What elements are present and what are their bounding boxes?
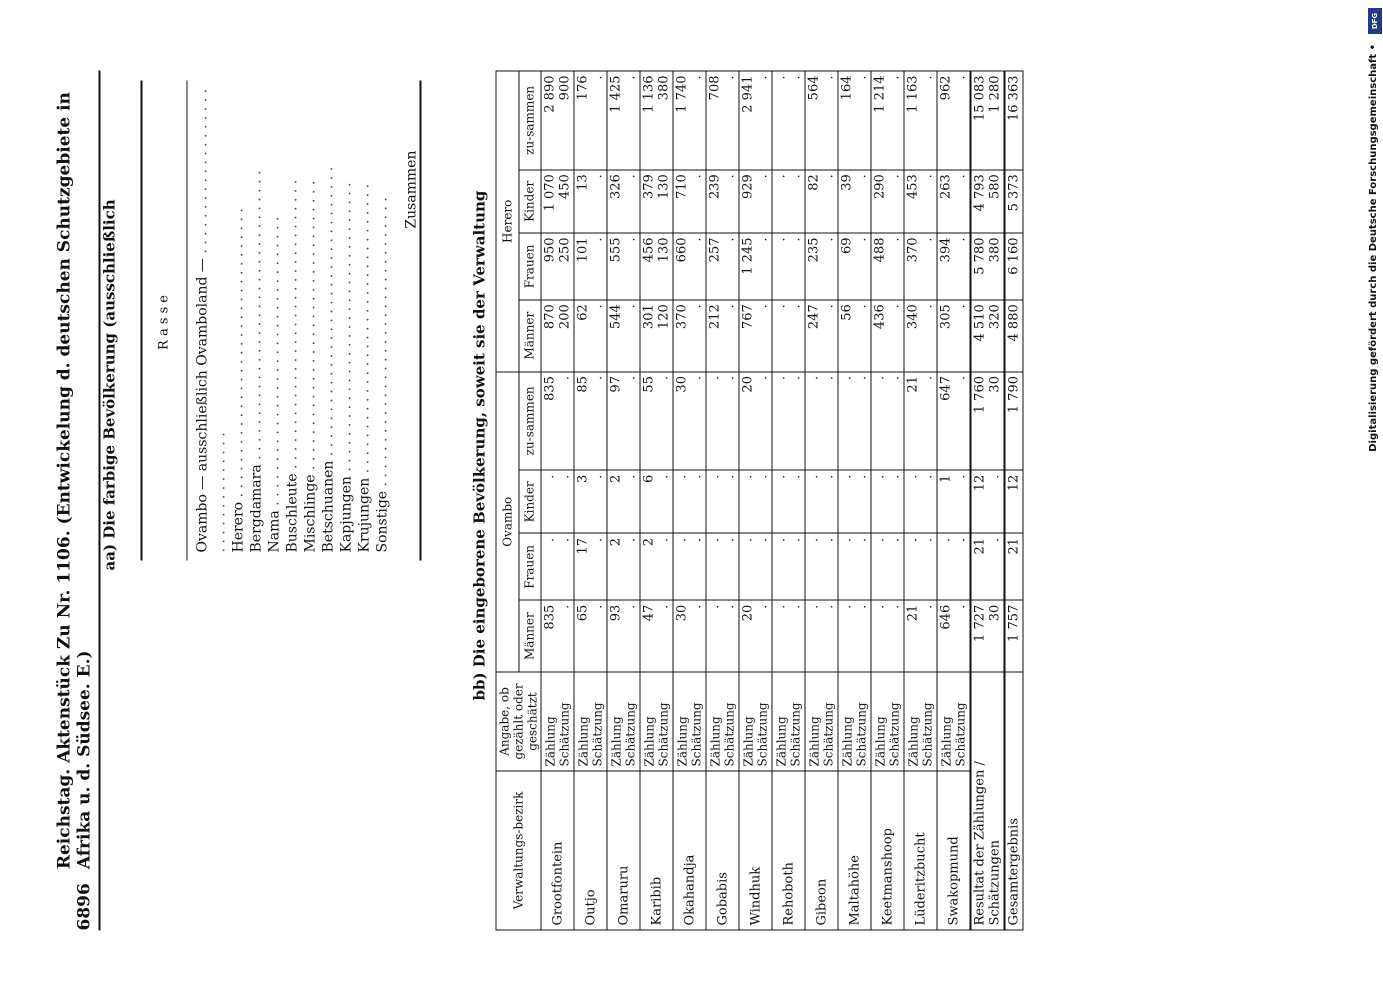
rasse-item: Ovambo — ausschließlich Ovamboland — . . . [193,88,229,552]
value-cell: 647 . [937,371,971,470]
value-cell: . . [541,533,574,600]
value-cell: 101 . [574,233,607,300]
value-cell: . . [706,600,739,672]
value-cell: . . [772,371,805,470]
bezirk-cell: Windhuk [739,771,772,930]
value-cell: 13 . [574,169,607,232]
bezirk-cell: Omaruru [607,771,640,930]
value-cell: . . [706,470,739,533]
value-cell: 1 760 30 [970,371,1004,470]
value-cell: . . [805,600,838,672]
bezirk-cell: Rehoboth [772,771,805,930]
value-cell: 3 . [574,470,607,533]
resultat-row [970,71,1004,930]
angabe-schaetzung: Schätzung [821,701,835,766]
rasse-item: Betschuanen . . . [319,88,337,552]
value-cell: 97 . [607,371,640,470]
value-cell: 15 083 1 280 [970,71,1004,170]
value-cell: . . [673,470,706,533]
value-cell: . . [871,371,904,470]
value-cell: 708 . [706,71,739,170]
bezirk-cell: Grootfontein [541,771,574,930]
angabe-cell [805,672,838,771]
value-cell: 62 . [574,299,607,371]
table-row [607,71,640,930]
bezirk-cell: Lüderitzbucht [904,771,937,930]
bezirk-cell: Gibeon [805,771,838,930]
resultat-label: Resultat der Zählungen / Schätzungen [970,672,1004,930]
value-cell: 870 200 [541,299,574,371]
sub-zusammen: zu-sammen [518,371,541,470]
value-cell: 1 . [937,470,971,533]
value-cell: 263 . [937,169,971,232]
value-cell: 55 . [640,371,673,470]
angabe-schaetzung: Schätzung [722,701,736,766]
value-cell: 47 . [640,600,673,672]
value-cell: 20 . [739,371,772,470]
group-herero: Herero [496,71,519,372]
rasse-item: Nama . . . [265,88,283,552]
value-cell: . . [673,533,706,600]
value-cell: 1 070 450 [541,169,574,232]
sub-maenner: Männer [518,600,541,672]
value-cell: 1 163 . [904,71,937,170]
rasse-table [140,80,421,560]
group-ovambo: Ovambo [496,371,519,671]
population-table [495,70,1023,930]
sub-kinder: Kinder [518,470,541,533]
bezirk-cell: Swakopmund [937,771,971,930]
value-cell: 5 373 [1004,169,1023,232]
value-cell: 21 . [904,371,937,470]
bezirk-cell: Maltahöhe [838,771,871,930]
running-header [54,70,100,930]
angabe-schaetzung: Schätzung [920,701,934,766]
angabe-zaehlung: Zählung [708,715,722,766]
angabe-zaehlung: Zählung [873,715,887,766]
dfg-sidenote [1368,4,1382,994]
value-cell: 290 . [871,169,904,232]
angabe-zaehlung: Zählung [609,715,623,766]
value-cell: 555 . [607,233,640,300]
value-cell: . . [838,470,871,533]
value-cell: . . [739,470,772,533]
value-cell: 4 880 [1004,299,1023,371]
angabe-schaetzung: Schätzung [788,701,802,766]
value-cell: 929 . [739,169,772,232]
value-cell: 326 . [607,169,640,232]
angabe-zaehlung: Zählung [543,715,557,766]
value-cell: 1 425 . [607,71,640,170]
value-cell: 5 780 380 [970,233,1004,300]
table-row [574,71,607,930]
table-row [640,71,673,930]
value-cell: 646 . [937,600,971,672]
table-row [805,71,838,930]
value-cell: . . [838,533,871,600]
value-cell: 21 [1004,533,1023,600]
value-cell: . . [904,533,937,600]
rasse-item: Buschleute . . . [283,88,301,552]
angabe-schaetzung: Schätzung [854,701,868,766]
value-cell: . . [772,299,805,371]
angabe-zaehlung: Zählung [906,715,920,766]
value-cell: 69 . [838,233,871,300]
running-title: Reichstag. Aktenstück Zu Nr. 1106. (Entwickelung d. deutschen Schutzgebiete in Afrika u. d. Südsee. E.) [54,91,94,869]
value-cell: 2 . [607,533,640,600]
angabe-zaehlung: Zählung [642,715,656,766]
sub-zusammen: zu-sammen [518,71,541,170]
value-cell: 1 740 . [673,71,706,170]
gesamt-label: Gesamtergebnis [1004,672,1023,930]
angabe-cell [937,672,971,771]
value-cell: 56 . [838,299,871,371]
value-cell: . . [772,470,805,533]
value-cell: 12 . [970,470,1004,533]
value-cell: . . [805,470,838,533]
value-cell: 2 . [640,533,673,600]
angabe-cell [904,672,937,771]
value-cell: . . [838,371,871,470]
value-cell: 488 . [871,233,904,300]
value-cell: . . [871,600,904,672]
angabe-cell [871,672,904,771]
table-row [838,71,871,930]
value-cell: 305 . [937,299,971,371]
value-cell: 82 . [805,169,838,232]
sub-frauen: Frauen [518,533,541,600]
value-cell: 21 . [970,533,1004,600]
angabe-zaehlung: Zählung [675,715,689,766]
value-cell: 453 . [904,169,937,232]
angabe-cell [838,672,871,771]
value-cell: 835 . [541,600,574,672]
value-cell: 239 . [706,169,739,232]
value-cell: 12 [1004,470,1023,533]
angabe-zaehlung: Zählung [576,715,590,766]
value-cell: 301 120 [640,299,673,371]
value-cell: 1 214 . [871,71,904,170]
rasse-item: Mischlinge . . . [301,88,319,552]
value-cell: . . [739,533,772,600]
value-cell: . . [772,169,805,232]
value-cell: 85 . [574,371,607,470]
value-cell: 394 . [937,233,971,300]
value-cell: 835 . [541,371,574,470]
value-cell: . . [904,470,937,533]
angabe-schaetzung: Schätzung [590,701,604,766]
table-row [904,71,937,930]
rasse-item: Kapjungen . . . [337,88,355,552]
value-cell: 247 . [805,299,838,371]
angabe-zaehlung: Zählung [741,715,755,766]
angabe-cell [640,672,673,771]
value-cell: . . [772,233,805,300]
col-angabe: Angabe, ob gezählt oder geschätzt [496,672,541,771]
value-cell: 379 130 [640,169,673,232]
rasse-header: Rasse [142,80,187,560]
angabe-zaehlung: Zählung [840,715,854,766]
value-cell: . . [871,470,904,533]
dfg-badge: DFG [1371,12,1379,30]
value-cell: . . [838,600,871,672]
angabe-cell [772,672,805,771]
value-cell: 16 363 [1004,71,1023,170]
zusammen-label: Zusammen [403,150,419,229]
value-cell: . . [871,533,904,600]
gesamt-row [1004,71,1023,930]
value-cell: 1 136 380 [640,71,673,170]
rasse-item: Bergdamara . . . [247,88,265,552]
bezirk-cell: Karibib [640,771,673,930]
value-cell: . . [937,533,971,600]
angabe-zaehlung: Zählung [774,715,788,766]
angabe-cell [673,672,706,771]
value-cell: . . [772,71,805,170]
table-row [673,71,706,930]
value-cell: 212 . [706,299,739,371]
section-b-title: bb) Die eingeborene Bevölkerung, soweit sie der Verwaltung [470,190,488,700]
angabe-schaetzung: Schätzung [755,701,769,766]
bezirk-cell: Okahandja [673,771,706,930]
value-cell: 20 . [739,600,772,672]
value-cell: . . [706,533,739,600]
table-row [871,71,904,930]
value-cell: 65 . [574,600,607,672]
value-cell: 767 . [739,299,772,371]
value-cell: 164 . [838,71,871,170]
table-row [739,71,772,930]
value-cell: . . [772,600,805,672]
value-cell: 2 941 . [739,71,772,170]
angabe-zaehlung: Zählung [939,715,953,766]
value-cell: 6 . [640,470,673,533]
sub-frauen: Frauen [518,233,541,300]
value-cell: 235 . [805,233,838,300]
rasse-item: Herero . . . [229,88,247,552]
value-cell: 340 . [904,299,937,371]
value-cell: 30 . [673,600,706,672]
table-row [772,71,805,930]
sidenote-text: Digitalisierung gefördert durch die Deutsche Forschungsgemeinschaft • [1368,44,1379,452]
value-cell: 93 . [607,600,640,672]
angabe-schaetzung: Schätzung [557,701,571,766]
value-cell: 30 . [673,371,706,470]
bezirk-cell: Outjo [574,771,607,930]
angabe-schaetzung: Schätzung [887,701,901,766]
angabe-schaetzung: Schätzung [656,701,670,766]
value-cell: 950 250 [541,233,574,300]
value-cell: 6 160 [1004,233,1023,300]
table-row [937,71,971,930]
angabe-cell [541,672,574,771]
bezirk-cell: Gobabis [706,771,739,930]
value-cell: . . [805,533,838,600]
value-cell: 544 . [607,299,640,371]
page-number: 6896 [74,882,94,930]
bezirk-cell: Keetmanshoop [871,771,904,930]
angabe-cell [739,672,772,771]
value-cell: . . [541,470,574,533]
angabe-schaetzung: Schätzung [953,701,967,766]
sub-maenner: Männer [518,299,541,371]
rasse-item: Sonstige . . . [373,88,391,552]
table-row [541,71,574,930]
section-a-title: aa) Die farbige Bevölkerung (ausschließlich [100,198,118,570]
value-cell: 1 245 . [739,233,772,300]
value-cell: 176 . [574,71,607,170]
value-cell: 1 727 30 [970,600,1004,672]
value-cell: 4 793 580 [970,169,1004,232]
angabe-cell [574,672,607,771]
value-cell: 17 . [574,533,607,600]
angabe-cell [706,672,739,771]
angabe-schaetzung: Schätzung [689,701,703,766]
value-cell: 456 130 [640,233,673,300]
value-cell: 710 . [673,169,706,232]
value-cell: 2 . [607,470,640,533]
value-cell: 39 . [838,169,871,232]
value-cell: 370 . [904,233,937,300]
value-cell: 4 510 320 [970,299,1004,371]
rasse-list [187,80,397,560]
value-cell: 257 . [706,233,739,300]
angabe-schaetzung: Schätzung [623,701,637,766]
angabe-cell [607,672,640,771]
sub-kinder: Kinder [518,169,541,232]
rasse-item: Krujungen . . . [355,88,373,552]
value-cell: . . [706,371,739,470]
value-cell: 962 . [937,71,971,170]
angabe-zaehlung: Zählung [807,715,821,766]
value-cell: 436 . [871,299,904,371]
value-cell: 564 . [805,71,838,170]
value-cell: 1 757 [1004,600,1023,672]
value-cell: 660 . [673,233,706,300]
value-cell: 21 . [904,600,937,672]
value-cell: . . [772,533,805,600]
value-cell: 370 . [673,299,706,371]
table-body [541,71,1023,930]
col-bezirk: Verwaltungs-bezirk [496,771,541,930]
value-cell: 2 890 900 [541,71,574,170]
table-row [706,71,739,930]
dfg-logo [1368,8,1382,34]
value-cell: 1 790 [1004,371,1023,470]
value-cell: . . [805,371,838,470]
